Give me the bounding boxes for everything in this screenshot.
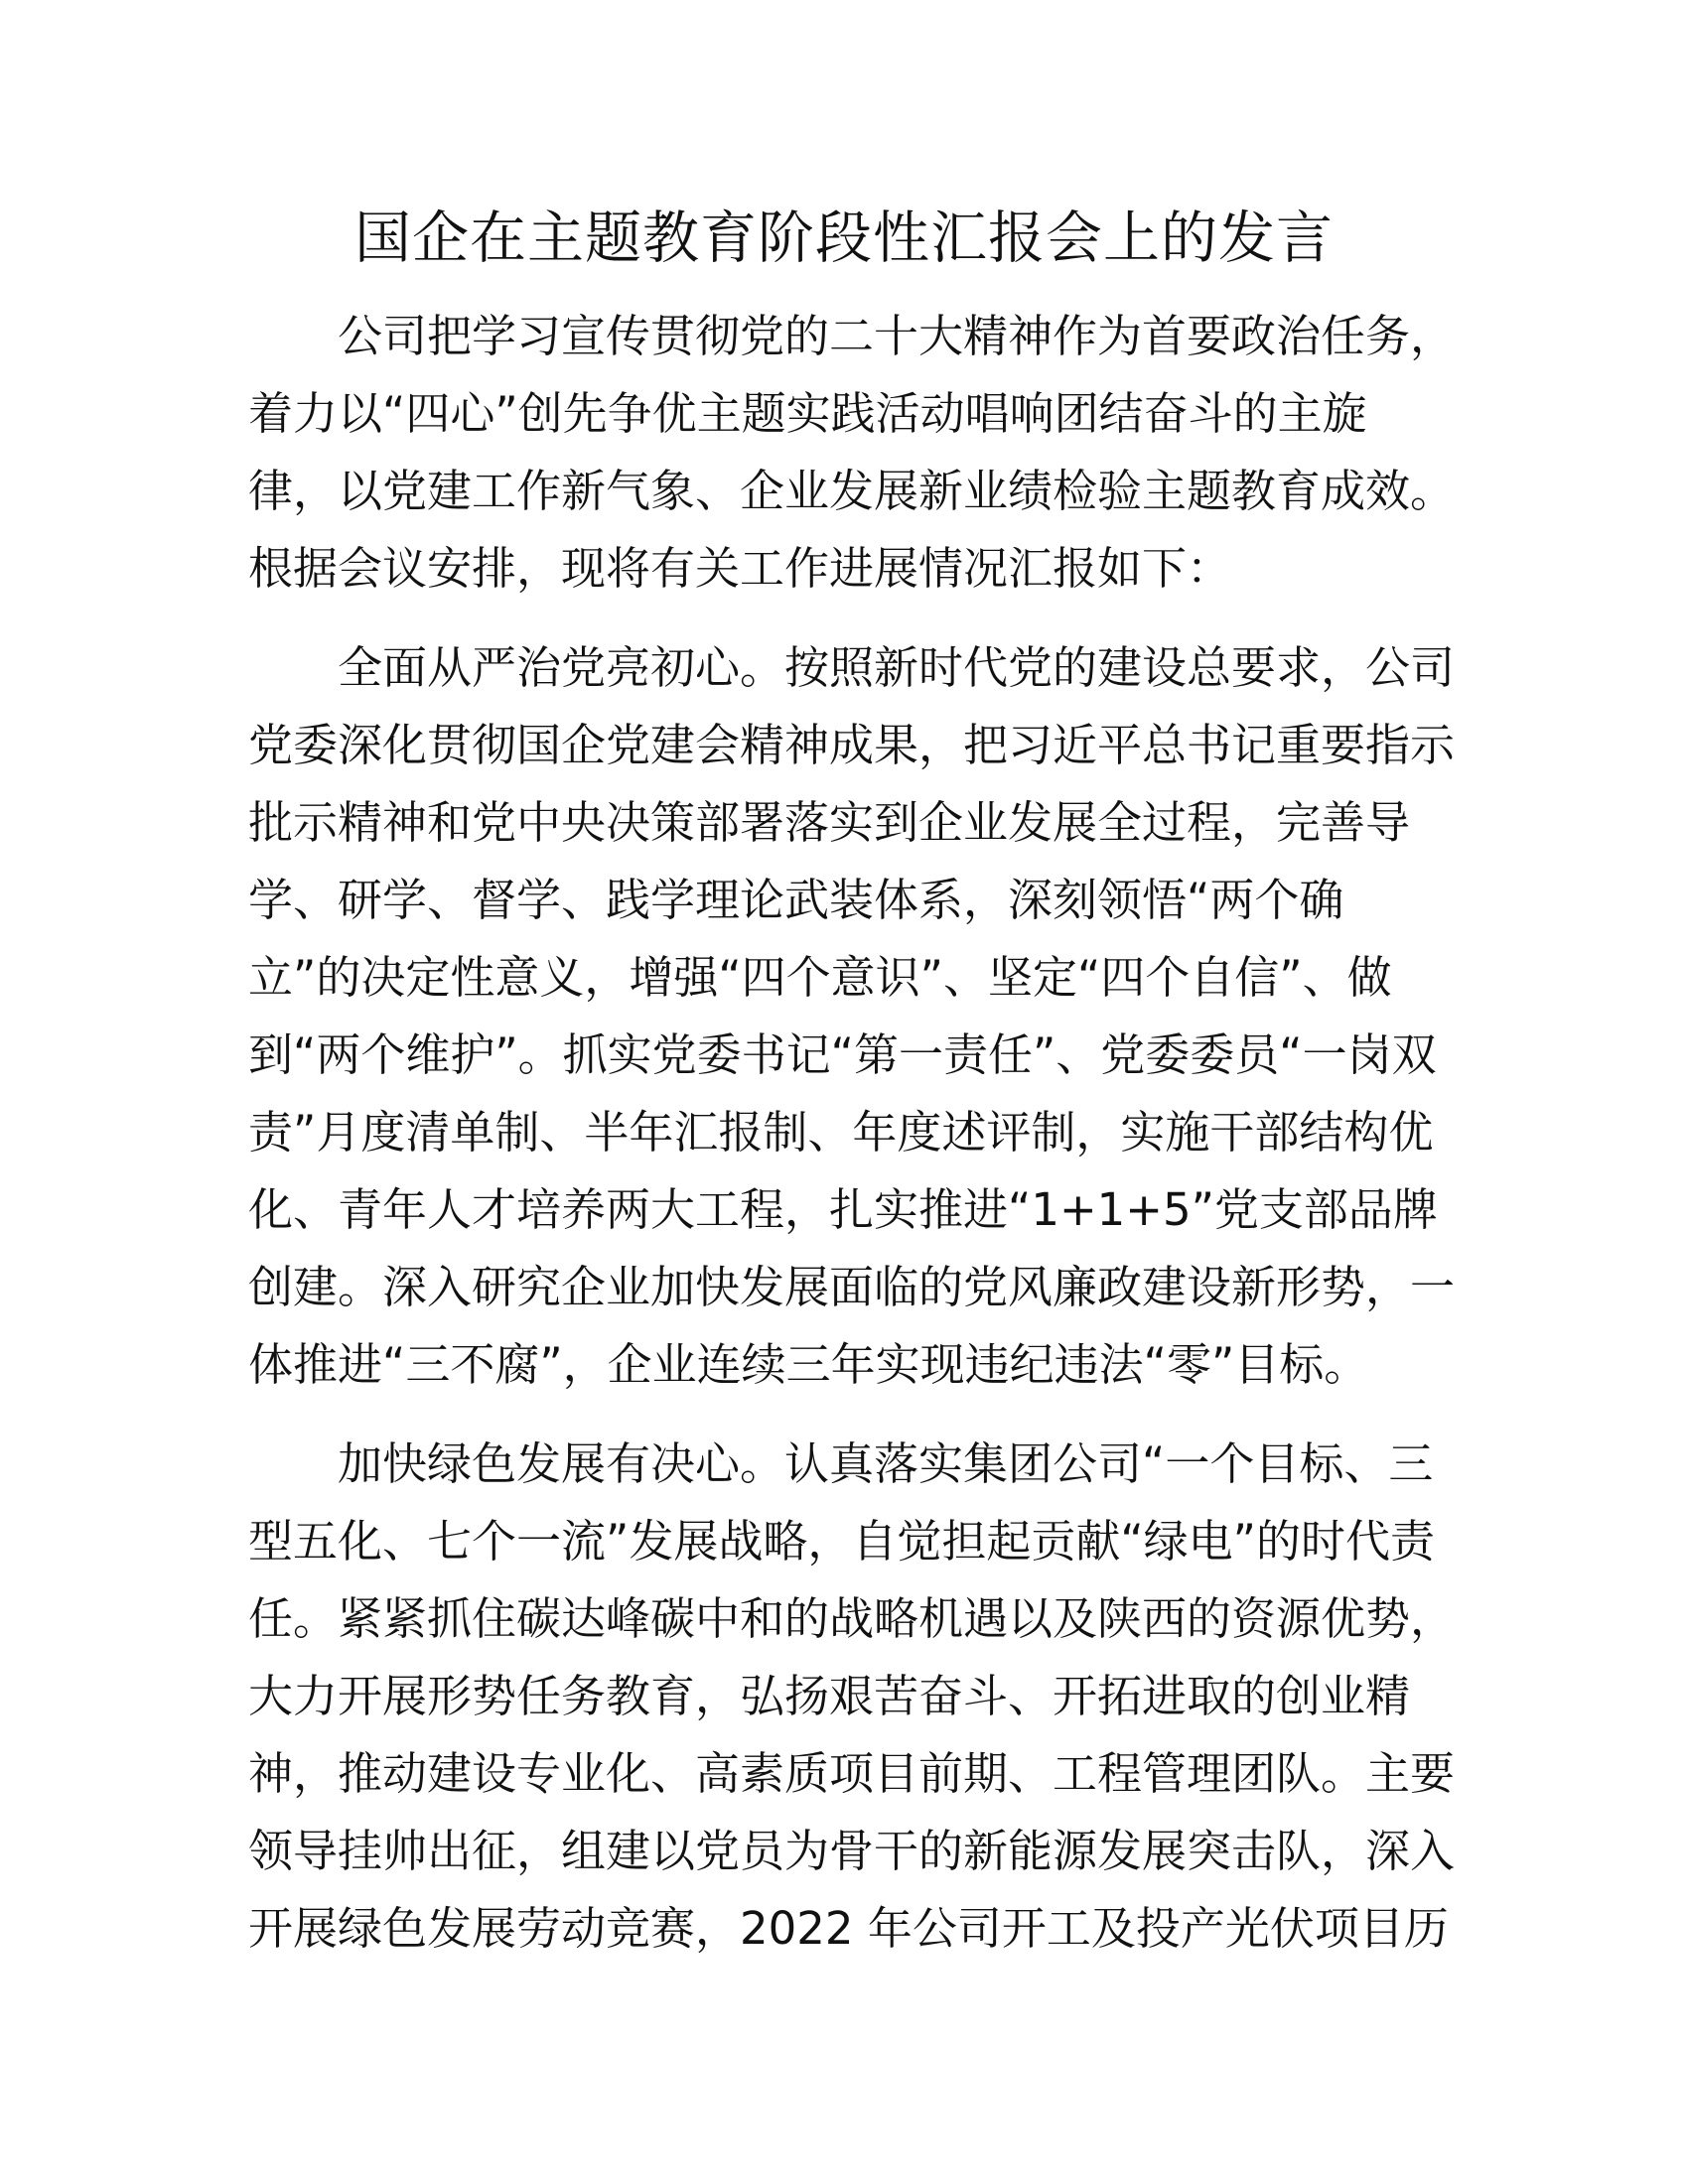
text-line: 加快绿色发展有决心。认真落实集团公司“一个目标、三 <box>338 1437 1434 1490</box>
text-line: 到“两个维护”。抓实党委书记“第一责任”、党委委员“一岗双 <box>248 1028 1437 1081</box>
document-body <box>248 298 1456 1989</box>
text-line: 着力以“四心”创先争优主题实践活动唱响团结奋斗的主旋 <box>248 387 1367 440</box>
text-line: 立”的决定性意义，增强“四个意识”、坚定“四个自信”、做 <box>248 951 1392 1004</box>
text-line: 学、研学、督学、践学理论武装体系，深刻领悟“两个确 <box>248 874 1344 926</box>
text-line: 责”月度清单制、半年汇报制、年度述评制，实施干部结构优 <box>248 1106 1434 1159</box>
text-line: 体推进“三不腐”，企业连续三年实现违纪违法“零”目标。 <box>248 1338 1369 1391</box>
text-line: 根据会议安排，现将有关工作进展情况汇报如下： <box>248 542 1232 595</box>
paragraph-green-development <box>248 1426 1456 1968</box>
text-line: 律，以党建工作新气象、企业发展新业绩检验主题教育成效。 <box>248 465 1456 517</box>
text-line: 公司把学习宣传贯彻党的二十大精神作为首要政治任务， <box>338 310 1456 362</box>
text-line: 型五化、七个一流”发展战略，自觉担起贡献“绿电”的时代责 <box>248 1515 1435 1568</box>
document-title: 国企在主题教育阶段性汇报会上的发言 <box>354 205 1334 271</box>
text-line: 全面从严治党亮初心。按照新时代党的建设总要求，公司 <box>338 641 1456 694</box>
text-line: 神，推动建设专业化、高素质项目前期、工程管理团队。主要 <box>248 1747 1456 1800</box>
text-line: 开展绿色发展劳动竞赛，2022 年公司开工及投产光伏项目历 <box>248 1902 1449 1955</box>
text-line: 领导挂帅出征，组建以党员为骨干的新能源发展突击队，深入 <box>248 1825 1456 1877</box>
text-line: 批示精神和党中央决策部署落实到企业发展全过程，完善导 <box>248 796 1411 849</box>
text-line: 化、青年人才培养两大工程，扎实推进“1+1+5”党支部品牌 <box>248 1183 1438 1236</box>
text-line: 党委深化贯彻国企党建会精神成果，把习近平总书记重要指示 <box>248 719 1456 771</box>
paragraph-intro <box>248 298 1456 608</box>
text-line: 任。紧紧抓住碳达峰碳中和的战略机遇以及陕西的资源优势， <box>248 1592 1456 1645</box>
text-line: 创建。深入研究企业加快发展面临的党风廉政建设新形势，一 <box>248 1261 1456 1313</box>
text-line: 大力开展形势任务教育，弘扬艰苦奋斗、开拓进取的创业精 <box>248 1670 1411 1722</box>
paragraph-party-building <box>248 629 1456 1404</box>
